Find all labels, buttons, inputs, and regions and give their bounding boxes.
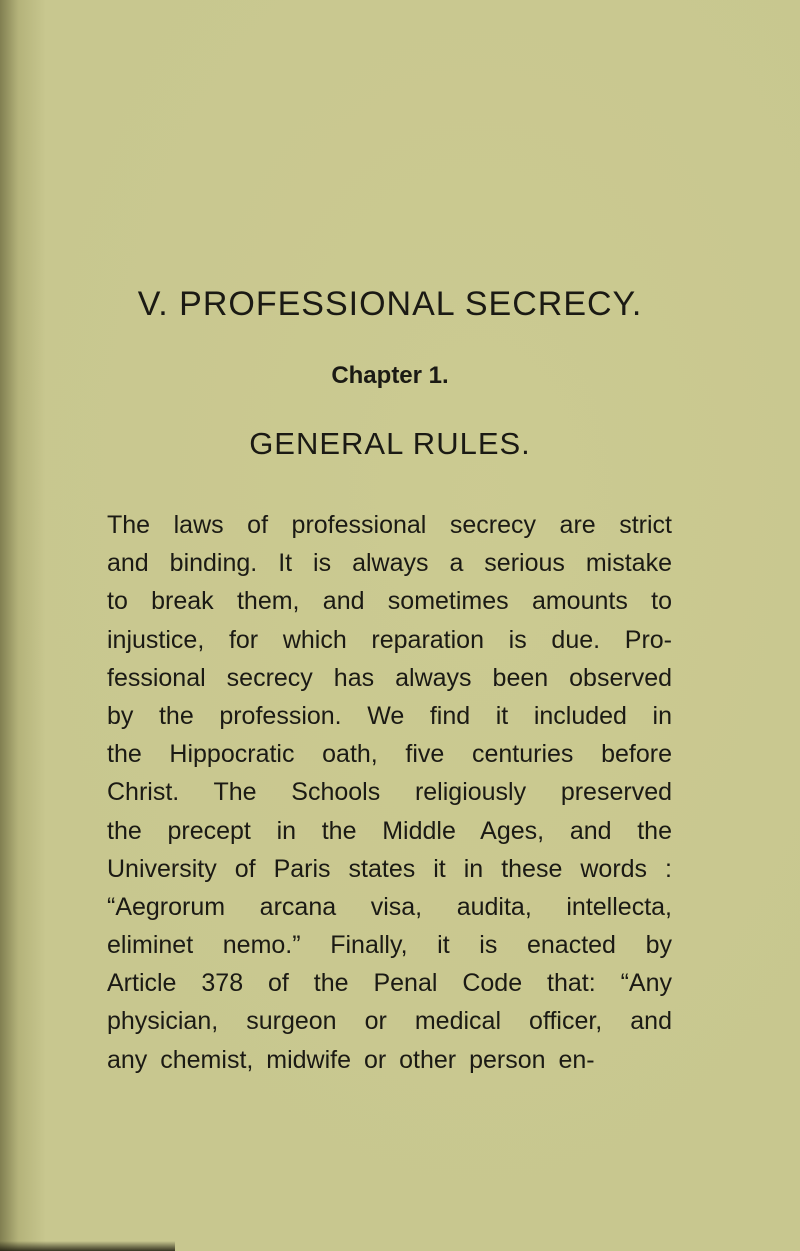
text-line: the precept in the Middle Ages, and the [107,816,672,845]
spine-shadow [0,0,46,1251]
chapter-heading: GENERAL RULES. [249,426,531,461]
text-line: The laws of professional secrecy are strict [107,511,672,539]
text-line: “Aegrorum arcana visa, audita, intellecta, [107,892,672,921]
text-line: Christ. The Schools religiously preserved [107,778,672,807]
text-line: Article 378 of the Penal Code that: “Any [107,969,672,998]
text-line: fessional secrecy has always been observed [107,663,672,692]
text-line: eliminet nemo.” Finally, it is enacted by [107,931,672,960]
text-line: the Hippocratic oath, five centuries before [107,740,672,769]
text-line: and binding. It is always a serious mistake [107,549,672,578]
body-paragraph [107,506,672,1079]
text-line: University of Paris states it in these words : [107,854,672,883]
page-edge-shadow [0,1241,175,1251]
chapter-label: Chapter 1. [331,362,449,389]
text-line: physician, surgeon or medical officer, and [107,1007,672,1036]
section-title: V. PROFESSIONAL SECRECY. [137,285,643,323]
text-line: to break them, and sometimes amounts to [107,587,672,616]
text-line: any chemist, midwife or other person en- [107,1045,595,1074]
text-line: injustice, for which reparation is due. Pro- [107,625,672,654]
text-line: by the profession. We find it included in [107,701,672,730]
